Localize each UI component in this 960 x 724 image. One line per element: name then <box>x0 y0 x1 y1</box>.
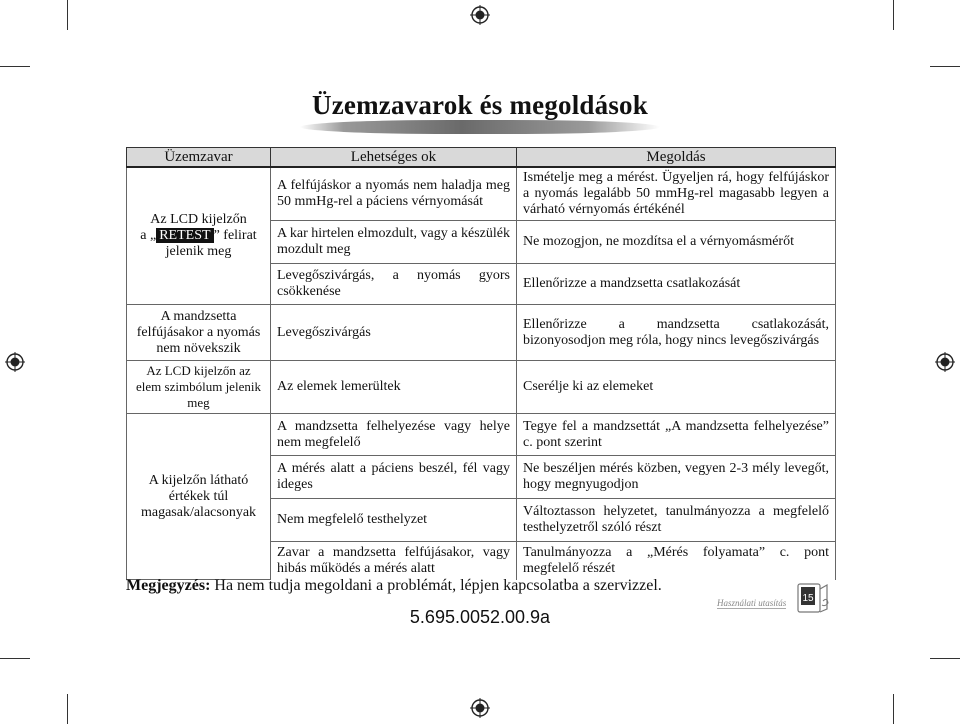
fault-text-fragment: ” felirat <box>213 228 257 243</box>
svg-text:15: 15 <box>802 593 814 604</box>
troubleshooting-table <box>126 147 836 580</box>
crop-mark <box>67 0 68 30</box>
retest-badge: RETEST <box>156 228 213 243</box>
solution-cell: Változtasson helyzetet, tanulmányozza a megfelelő testhelyzetről szóló részt <box>517 499 836 542</box>
cause-cell: Zavar a mandzsetta felfújásakor, vagy hibás működés a mérés alatt <box>271 542 517 580</box>
table-row <box>127 167 836 221</box>
registration-mark-icon <box>470 5 490 25</box>
solution-cell: Ellenőrizze a mandzsetta csatlakozását <box>517 264 836 305</box>
cause-cell: A mandzsetta felhelyezése vagy helye nem megfelelő <box>271 414 517 456</box>
document-code: 5.695.0052.00.9a <box>409 607 551 627</box>
column-header-solution: Megoldás <box>517 148 836 168</box>
solution-cell: Ismételje meg a mérést. Ügyeljen rá, hogy felfújáskor a nyomás legalább 50 mmHg-rel magasabb legyen a várható vérnyomás értékénél <box>517 167 836 221</box>
title-underline-decoration <box>300 120 660 134</box>
crop-mark <box>0 658 30 659</box>
registration-mark-icon <box>935 352 955 372</box>
crop-mark <box>67 694 68 724</box>
fault-cell-retest <box>127 167 271 305</box>
fault-text-fragment: a „ <box>140 228 157 243</box>
table-row <box>127 305 836 361</box>
page-title: Üzemzavarok és megoldások <box>312 90 648 120</box>
fault-cell: A kijelzőn látható értékek túl magasak/alacsonyak <box>127 414 271 580</box>
crop-mark <box>893 0 894 30</box>
table-row <box>127 414 836 456</box>
cause-cell: Levegőszivárgás <box>271 305 517 361</box>
column-header-fault: Üzemzavar <box>127 148 271 168</box>
fault-text-line: Az LCD kijelzőn <box>150 212 247 227</box>
manual-label: Használati utasítás <box>717 598 787 608</box>
solution-cell: Tanulmányozza a „Mérés folyamata” c. pont megfelelő részét <box>517 542 836 580</box>
footnote-text: Ha nem tudja megoldani a problémát, lépjen kapcsolatba a szervizzel. <box>210 577 662 594</box>
footnote-label: Megjegyzés: <box>126 577 211 594</box>
registration-mark-icon <box>5 352 25 372</box>
solution-cell: Ellenőrizze a mandzsetta csatlakozását, bizonyosodjon meg róla, hogy nincs levegőszivárgás <box>517 305 836 361</box>
fault-text-line <box>133 228 264 244</box>
cause-cell: A felfújáskor a nyomás nem haladja meg 50 mmHg-rel a páciens vérnyomását <box>271 167 517 221</box>
cause-cell: Levegőszivárgás, a nyomás gyors csökkenése <box>271 264 517 305</box>
solution-cell: Ne beszéljen mérés közben, vegyen 2-3 mély levegőt, hogy megnyugodjon <box>517 456 836 499</box>
footnote <box>126 577 662 595</box>
solution-cell: Cserélje ki az elemeket <box>517 361 836 414</box>
fault-cell: Az LCD kijelzőn az elem szimbólum jelenik meg <box>127 361 271 414</box>
registration-mark-icon <box>470 698 490 718</box>
solution-cell: Tegye fel a mandzsettát „A mandzsetta felhelyezése” c. pont szerint <box>517 414 836 456</box>
cause-cell: Nem megfelelő testhelyzet <box>271 499 517 542</box>
table-row <box>127 361 836 414</box>
cause-cell: A kar hirtelen elmozdult, vagy a készülék mozdult meg <box>271 221 517 264</box>
cause-cell: A mérés alatt a páciens beszél, fél vagy ideges <box>271 456 517 499</box>
cause-cell: Az elemek lemerültek <box>271 361 517 414</box>
column-header-cause: Lehetséges ok <box>271 148 517 168</box>
fault-text-line: jelenik meg <box>165 244 232 259</box>
crop-mark <box>893 694 894 724</box>
crop-mark <box>930 658 960 659</box>
crop-mark <box>0 66 30 67</box>
fault-cell: A mandzsetta felfújásakor a nyomás nem növekszik <box>127 305 271 361</box>
crop-mark <box>930 66 960 67</box>
table-header-row <box>127 148 836 168</box>
solution-cell: Ne mozogjon, ne mozdítsa el a vérnyomásmérőt <box>517 221 836 264</box>
